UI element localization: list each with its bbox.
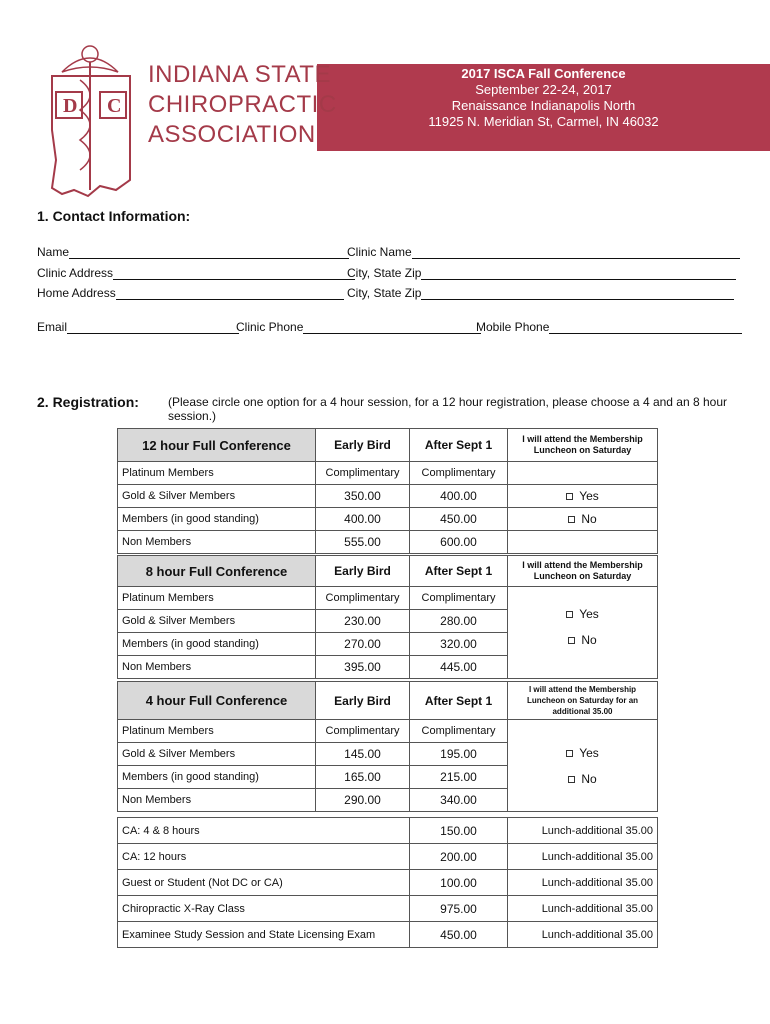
extra-lunch[interactable]: Lunch-additional 35.00 [508, 922, 658, 948]
header-banner [317, 64, 770, 151]
extra-price[interactable]: 150.00 [410, 818, 508, 844]
lunch-no-option[interactable]: No [512, 627, 653, 653]
lunch-yes-option[interactable]: Yes [512, 601, 653, 627]
lunch-yes-option[interactable]: Yes [508, 485, 658, 508]
after-price[interactable]: 340.00 [410, 789, 508, 812]
col-early-bird: Early Bird [316, 556, 410, 587]
org-name: INDIANA STATE CHIROPRACTIC ASSOCIATION [148, 61, 337, 148]
col-after-sept: After Sept 1 [410, 682, 508, 720]
home-address-field[interactable]: Home Address [37, 286, 344, 300]
registration-note: (Please circle one option for a 4 hour session, for a 12 hour registration, please choose a 4 and an 8 hour session.) [168, 395, 728, 423]
early-price[interactable]: 165.00 [316, 766, 410, 789]
checkbox-icon[interactable] [566, 750, 573, 757]
early-price[interactable]: 555.00 [316, 531, 410, 554]
row-label: Gold & Silver Members [118, 485, 316, 508]
clinic-name-field[interactable]: Clinic Name [347, 245, 740, 259]
extra-label: CA: 4 & 8 hours [118, 818, 410, 844]
table-4-hour [117, 681, 658, 812]
extra-price[interactable]: 450.00 [410, 922, 508, 948]
after-price[interactable]: 195.00 [410, 743, 508, 766]
clinic-city-state-zip-field[interactable]: City, State Zip [347, 266, 736, 280]
col-early-bird: Early Bird [316, 429, 410, 462]
early-price[interactable]: Complimentary [316, 587, 410, 610]
lunch-header: I will attend the Membership Luncheon on Saturday [508, 556, 658, 587]
checkbox-icon[interactable] [568, 516, 575, 523]
early-price[interactable]: 230.00 [316, 610, 410, 633]
checkbox-icon[interactable] [568, 637, 575, 644]
conference-title: 2017 ISCA Fall Conference [461, 66, 626, 81]
after-price[interactable]: 450.00 [410, 508, 508, 531]
row-label: Platinum Members [118, 720, 316, 743]
extra-price[interactable]: 100.00 [410, 870, 508, 896]
table-title: 8 hour Full Conference [118, 556, 316, 587]
after-price[interactable]: 400.00 [410, 485, 508, 508]
early-price[interactable]: Complimentary [316, 462, 410, 485]
after-price[interactable]: 320.00 [410, 633, 508, 656]
row-label: Non Members [118, 789, 316, 812]
extra-label: CA: 12 hours [118, 844, 410, 870]
extra-lunch[interactable]: Lunch-additional 35.00 [508, 818, 658, 844]
row-label: Non Members [118, 656, 316, 679]
after-price[interactable]: Complimentary [410, 720, 508, 743]
svg-text:D: D [63, 95, 78, 117]
registration-section-title: 2. Registration: [37, 394, 139, 410]
table-8-hour [117, 555, 658, 679]
lunch-options[interactable] [508, 720, 658, 812]
mobile-phone-field[interactable]: Mobile Phone [476, 320, 742, 334]
checkbox-icon[interactable] [566, 611, 573, 618]
contact-section-title: 1. Contact Information: [37, 208, 191, 224]
checkbox-icon[interactable] [568, 776, 575, 783]
table-12-hour [117, 428, 658, 554]
extra-label: Guest or Student (Not DC or CA) [118, 870, 410, 896]
clinic-phone-field[interactable]: Clinic Phone [236, 320, 481, 334]
name-field[interactable]: Name [37, 245, 349, 259]
after-price[interactable]: 445.00 [410, 656, 508, 679]
row-label: Platinum Members [118, 587, 316, 610]
row-label: Platinum Members [118, 462, 316, 485]
row-label: Non Members [118, 531, 316, 554]
early-price[interactable]: Complimentary [316, 720, 410, 743]
checkbox-icon[interactable] [566, 493, 573, 500]
after-price[interactable]: 600.00 [410, 531, 508, 554]
col-after-sept: After Sept 1 [410, 556, 508, 587]
svg-text:C: C [107, 95, 122, 117]
conference-dates: September 22-24, 2017 [475, 82, 612, 97]
lunch-header: I will attend the Membership Luncheon on Saturday for an additional 35.00 [508, 682, 658, 720]
row-label: Members (in good standing) [118, 766, 316, 789]
extra-label: Examinee Study Session and State Licensing Exam [118, 922, 410, 948]
after-price[interactable]: 280.00 [410, 610, 508, 633]
early-price[interactable]: 395.00 [316, 656, 410, 679]
lunch-header: I will attend the Membership Luncheon on Saturday [508, 429, 658, 462]
after-price[interactable]: 215.00 [410, 766, 508, 789]
after-price[interactable]: Complimentary [410, 587, 508, 610]
col-early-bird: Early Bird [316, 682, 410, 720]
table-title: 4 hour Full Conference [118, 682, 316, 720]
row-label: Gold & Silver Members [118, 743, 316, 766]
extra-price[interactable]: 200.00 [410, 844, 508, 870]
col-after-sept: After Sept 1 [410, 429, 508, 462]
lunch-no-option[interactable]: No [512, 766, 653, 792]
extra-lunch[interactable]: Lunch-additional 35.00 [508, 870, 658, 896]
lunch-options[interactable] [508, 587, 658, 679]
early-price[interactable]: 290.00 [316, 789, 410, 812]
early-price[interactable]: 400.00 [316, 508, 410, 531]
extra-lunch[interactable]: Lunch-additional 35.00 [508, 844, 658, 870]
email-field[interactable]: Email [37, 320, 239, 334]
row-label: Members (in good standing) [118, 633, 316, 656]
table-title: 12 hour Full Conference [118, 429, 316, 462]
extra-label: Chiropractic X-Ray Class [118, 896, 410, 922]
early-price[interactable]: 270.00 [316, 633, 410, 656]
row-label: Gold & Silver Members [118, 610, 316, 633]
early-price[interactable]: 350.00 [316, 485, 410, 508]
home-city-state-zip-field[interactable]: City, State Zip [347, 286, 734, 300]
lunch-yes-option[interactable]: Yes [512, 740, 653, 766]
extra-price[interactable]: 975.00 [410, 896, 508, 922]
row-label: Members (in good standing) [118, 508, 316, 531]
conference-venue: Renaissance Indianapolis North [451, 98, 636, 113]
conference-address: 11925 N. Meridian St, Carmel, IN 46032 [428, 114, 659, 129]
after-price[interactable]: Complimentary [410, 462, 508, 485]
early-price[interactable]: 145.00 [316, 743, 410, 766]
clinic-address-field[interactable]: Clinic Address [37, 266, 355, 280]
table-extras [117, 817, 658, 948]
extra-lunch[interactable]: Lunch-additional 35.00 [508, 896, 658, 922]
lunch-no-option[interactable]: No [508, 508, 658, 531]
